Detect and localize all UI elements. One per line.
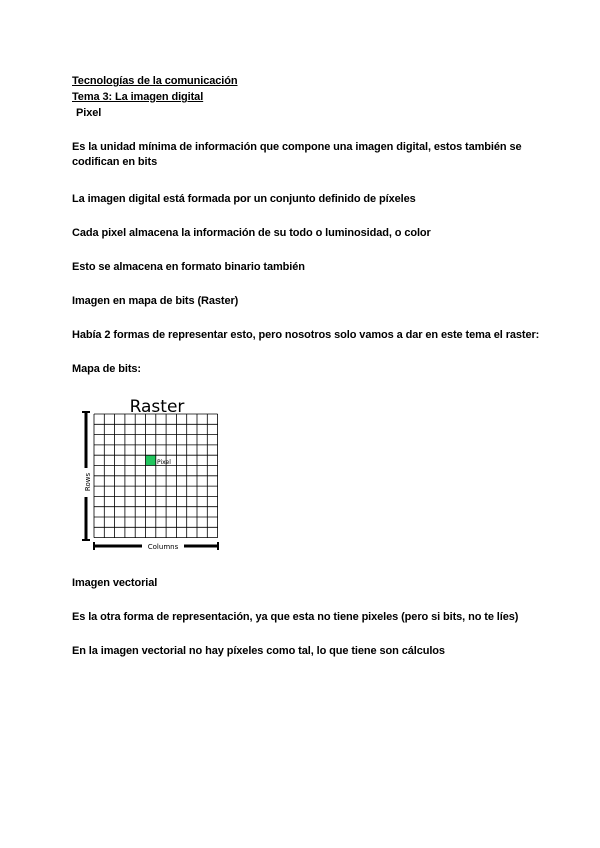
- paragraph-9: Es la otra forma de representación, ya que esta no tiene pixeles (pero si bits, no te líes): [72, 611, 519, 623]
- raster-diagram: [70, 394, 230, 556]
- topic-title: Tema 3: La imagen digital: [72, 91, 204, 103]
- paragraph-3: Cada pixel almacena la información de su todo o luminosidad, o color: [72, 227, 431, 239]
- course-title: Tecnologías de la comunicación: [72, 75, 238, 87]
- paragraph-5: Imagen en mapa de bits (Raster): [72, 295, 239, 307]
- rows-label: Rows: [84, 472, 92, 492]
- paragraph-4: Esto se almacena en formato binario también: [72, 261, 305, 273]
- paragraph-8: Imagen vectorial: [72, 577, 158, 589]
- pixel-grid: [94, 414, 218, 538]
- raster-figure: [70, 394, 230, 561]
- columns-label: Columns: [147, 543, 179, 551]
- paragraph-10: En la imagen vectorial no hay píxeles como tal, lo que tiene son cálculos: [72, 645, 445, 657]
- paragraph-1: Es la unidad mínima de información que compone una imagen digital, estos también se codifican en bits: [72, 141, 522, 168]
- paragraph-7: Mapa de bits:: [72, 363, 141, 375]
- pixel-label: Pixel: [157, 459, 171, 466]
- section-title: Pixel: [76, 107, 102, 119]
- raster-title: Raster: [129, 397, 185, 417]
- paragraph-2: La imagen digital está formada por un conjunto definido de píxeles: [72, 193, 416, 205]
- highlighted-pixel: [146, 455, 156, 465]
- paragraph-6: Había 2 formas de representar esto, pero nosotros solo vamos a dar en este tema el raster:: [72, 329, 540, 341]
